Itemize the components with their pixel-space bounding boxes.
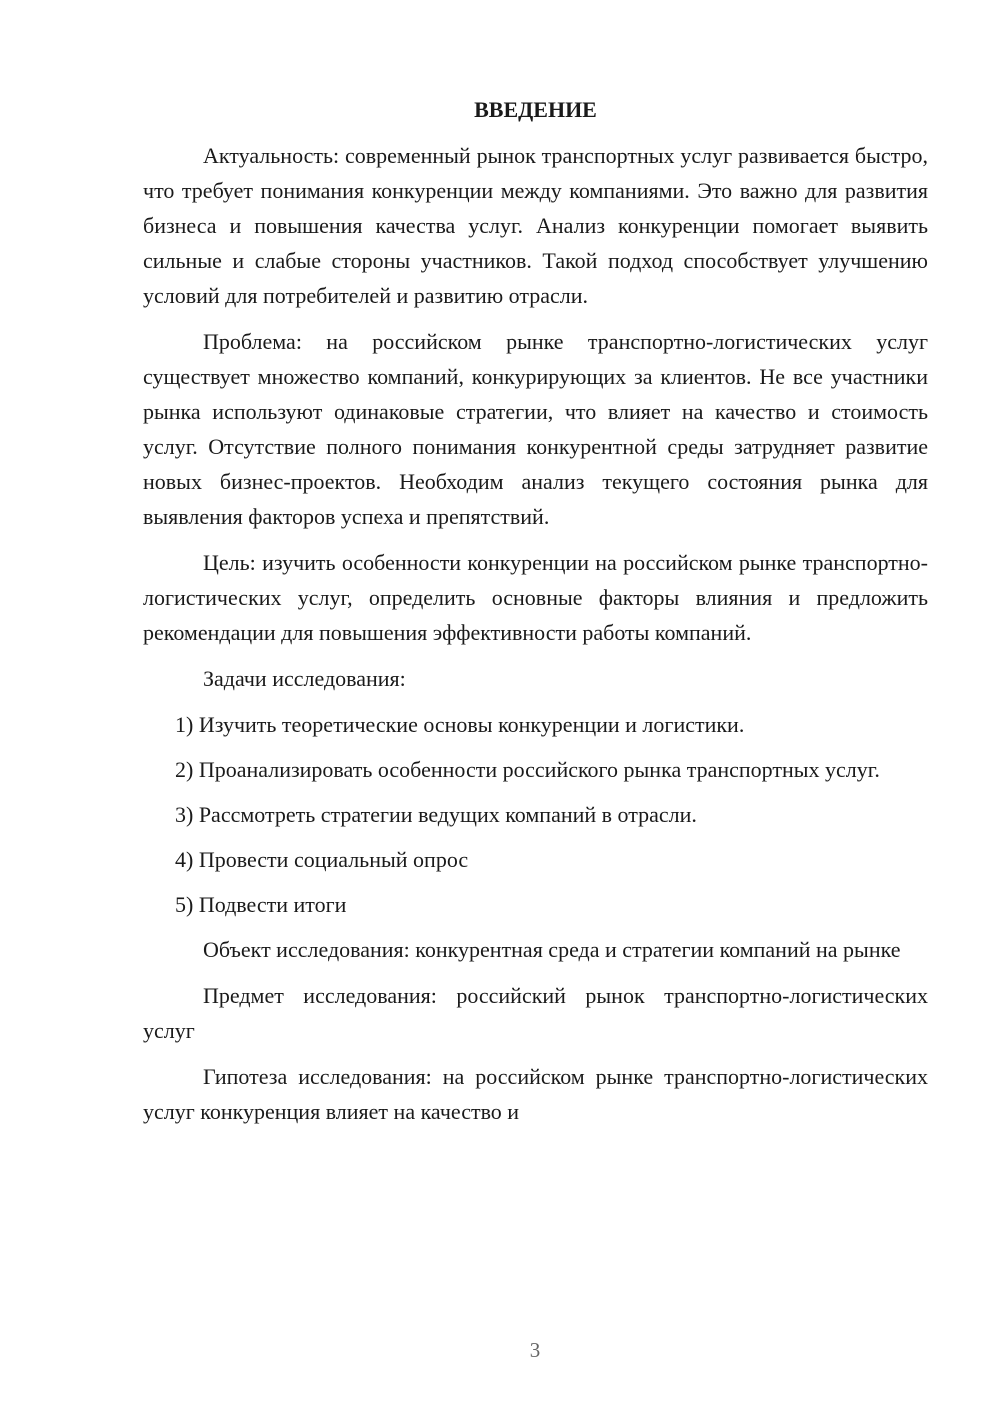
paragraph-hypothesis: Гипотеза исследования: на российском рынке транспортно-логистических услуг конкуренция влияет на качество и bbox=[143, 1064, 928, 1124]
paragraph-goal: Цель: изучить особенности конкуренции на российском рынке транспортно-логистических услуг, определить основные факторы влияния и предложить рекомендации для повышения эффективности работы компаний. bbox=[143, 550, 928, 645]
section-title: ВВЕДЕНИЕ bbox=[474, 97, 597, 122]
paragraph-subject: Предмет исследования: российский рынок транспортно-логистических услуг bbox=[143, 983, 928, 1043]
task-item-5: 5) Подвести итоги bbox=[175, 892, 347, 917]
page-content bbox=[143, 92, 928, 1140]
paragraph-object: Объект исследования: конкурентная среда и стратегии компаний на рынке bbox=[203, 937, 901, 962]
paragraph-relevance: Актуальность: современный рынок транспортных услуг развивается быстро, что требует понимания конкуренции между компаниями. Это важно для развития бизнеса и повышения качества услуг. Анализ конкуренции помогает выявить сильные и слабые стороны участников. Такой подход способствует улучшению условий для потребителей и развитию отрасли. bbox=[143, 143, 928, 308]
paragraph-problem: Проблема: на российском рынке транспортно-логистических услуг существует множество компаний, конкурирующих за клиентов. Не все участники рынка используют одинаковые стратегии, что влияет на качество и стоимость услуг. Отсутствие полного понимания конкурентной среды затрудняет развитие новых бизнес-проектов. Необходим анализ текущего состояния рынка для выявления факторов успеха и препятствий. bbox=[143, 329, 928, 529]
task-item-4: 4) Провести социальный опрос bbox=[175, 847, 469, 872]
tasks-heading: Задачи исследования: bbox=[203, 666, 406, 691]
task-item-1: 1) Изучить теоретические основы конкуренции и логистики. bbox=[175, 712, 745, 737]
task-item-2: 2) Проанализировать особенности российского рынка транспортных услуг. bbox=[175, 757, 880, 782]
task-item-3: 3) Рассмотреть стратегии ведущих компаний в отрасли. bbox=[175, 802, 697, 827]
page-number: 3 bbox=[529, 1338, 541, 1362]
